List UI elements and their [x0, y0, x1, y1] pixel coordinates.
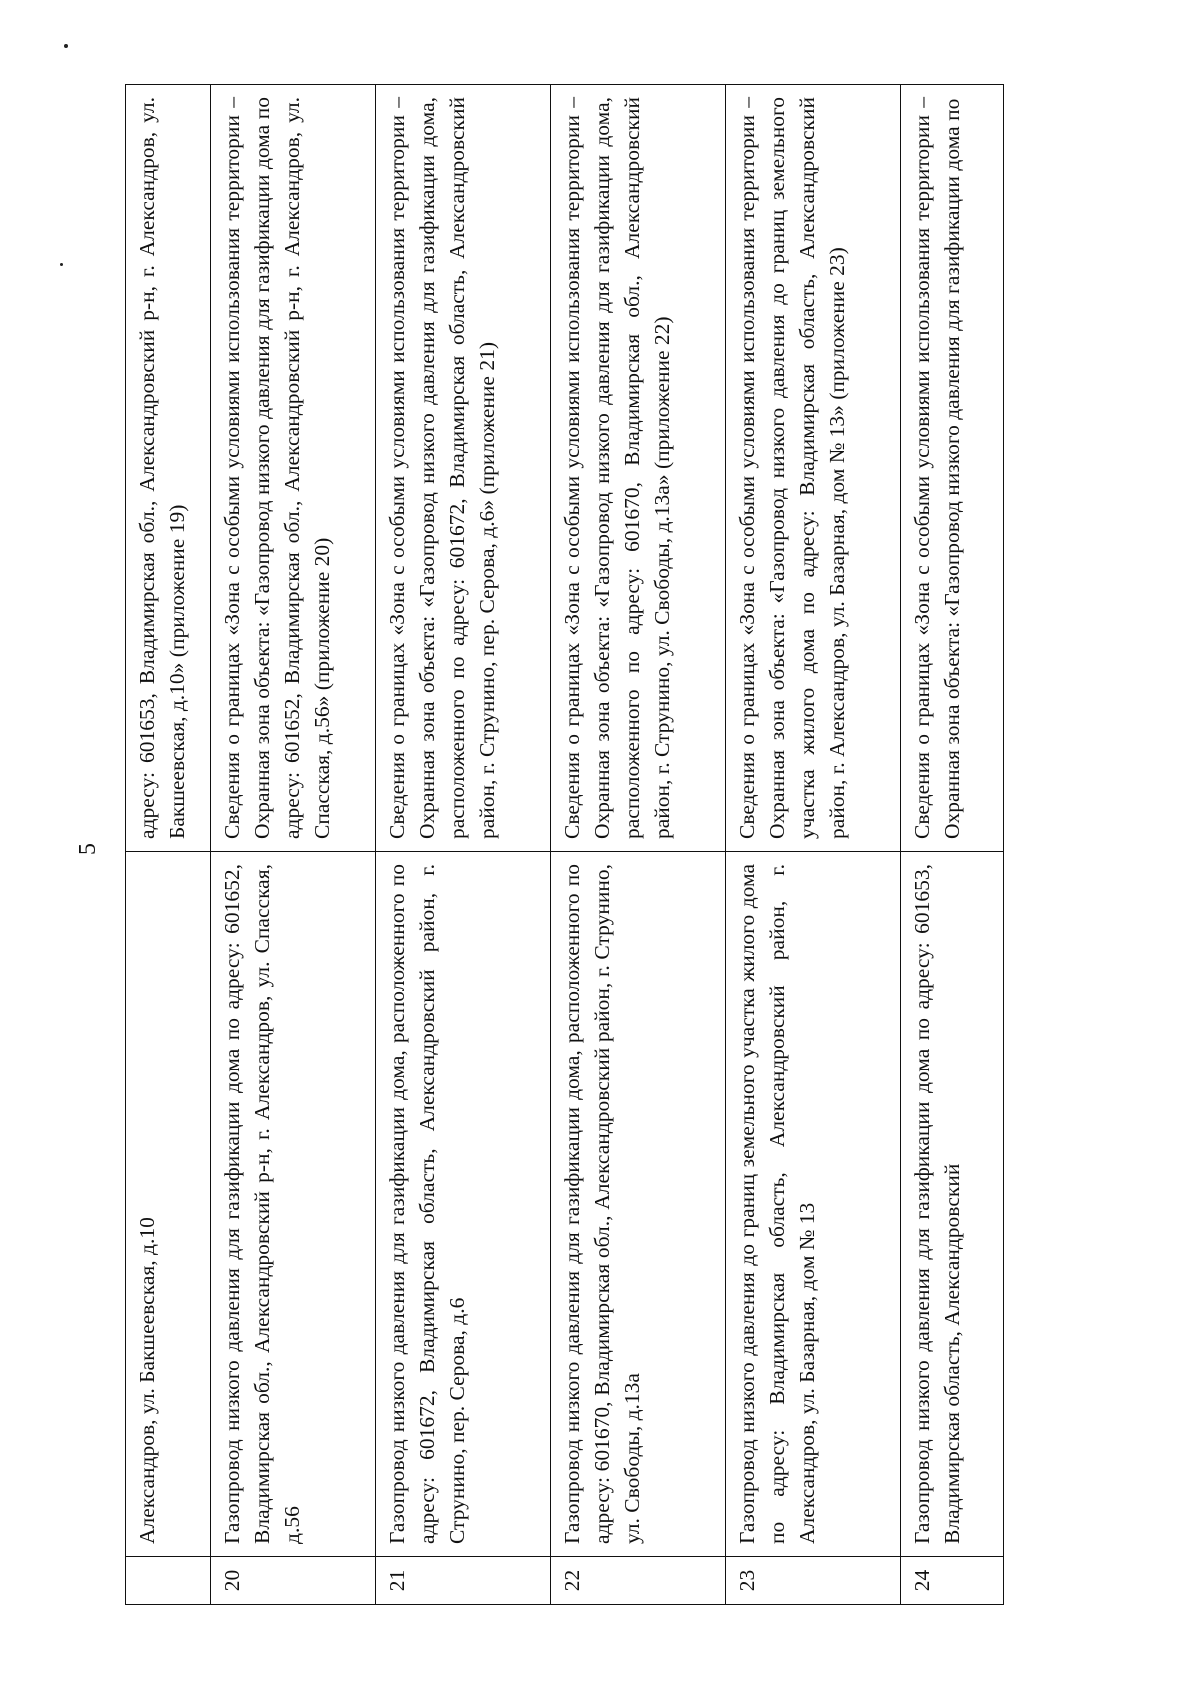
- row-number: [126, 1557, 211, 1605]
- table-row: [551, 85, 726, 1605]
- object-cell: Александров, ул. Бакшеевская, д.10: [126, 852, 211, 1557]
- table-row: [211, 85, 376, 1605]
- page-number: 5: [75, 843, 101, 855]
- scan-speck: [60, 263, 63, 266]
- object-cell: Газопровод низкого давления для газификации дома по адресу: 601653, Владимирская область, Александровский: [901, 852, 1004, 1557]
- object-cell: Газопровод низкого давления для газификации дома по адресу: 601652, Владимирская обл., Александровский р-н, г. Александров, ул. Спасская, д.56: [211, 852, 376, 1557]
- scan-speck: [64, 44, 68, 48]
- zones-table: [125, 84, 1004, 1605]
- details-cell: Сведения о границах «Зона с особыми условиями использования территории – Охранная зона объекта: «Газопровод низкого давления для газификации дома по: [901, 85, 1004, 852]
- row-number: 23: [726, 1557, 901, 1605]
- details-cell: Сведения о границах «Зона с особыми условиями использования территории – Охранная зона объекта: «Газопровод низкого давления для газификации дома, расположенного по адресу: 601670, Владимирская обл., Александровский район, г. Струнино, ул. Свободы, д.13а» (приложение 22): [551, 85, 726, 852]
- object-cell: Газопровод низкого давления для газификации дома, расположенного по адресу: 601670, Владимирская обл., Александровский район, г. Струнино, ул. Свободы, д.13а: [551, 852, 726, 1557]
- details-cell: Сведения о границах «Зона с особыми условиями использования территории – Охранная зона объекта: «Газопровод низкого давления для газификации дома по адресу: 601652, Владимирская обл., Александровский р-н, г. Александров, ул. Спасская, д.56» (приложение 20): [211, 85, 376, 852]
- details-cell: адресу: 601653, Владимирская обл., Александровский р-н, г. Александров, ул. Бакшеевская, д.10» (приложение 19): [126, 85, 211, 852]
- details-cell: Сведения о границах «Зона с особыми условиями использования территории – Охранная зона объекта: «Газопровод низкого давления до границ земельного участка жилого дома по адресу: Владимирская область, Александровский район, г. Александров, ул. Базарная, дом № 13» (приложение 23): [726, 85, 901, 852]
- table-row: [376, 85, 551, 1605]
- row-number: 20: [211, 1557, 376, 1605]
- table-row: [126, 85, 211, 1605]
- row-number: 24: [901, 1557, 1004, 1605]
- object-cell: Газопровод низкого давления для газификации дома, расположенного по адресу: 601672, Владимирская область, Александровский район, г. Струнино, пер. Серова, д.6: [376, 852, 551, 1557]
- details-cell: Сведения о границах «Зона с особыми условиями использования территории – Охранная зона объекта: «Газопровод низкого давления для газификации дома, расположенного по адресу: 601672, Владимирская область, Александровский район, г. Струнино, пер. Серова, д.6» (приложение 21): [376, 85, 551, 852]
- table-row: [901, 85, 1004, 1605]
- object-cell: Газопровод низкого давления до границ земельного участка жилого дома по адресу: Владимирская область, Александровский район, г. Александров, ул. Базарная, дом № 13: [726, 852, 901, 1557]
- row-number: 22: [551, 1557, 726, 1605]
- rotated-table-container: [125, 85, 1085, 1605]
- row-number: 21: [376, 1557, 551, 1605]
- table-row: [726, 85, 901, 1605]
